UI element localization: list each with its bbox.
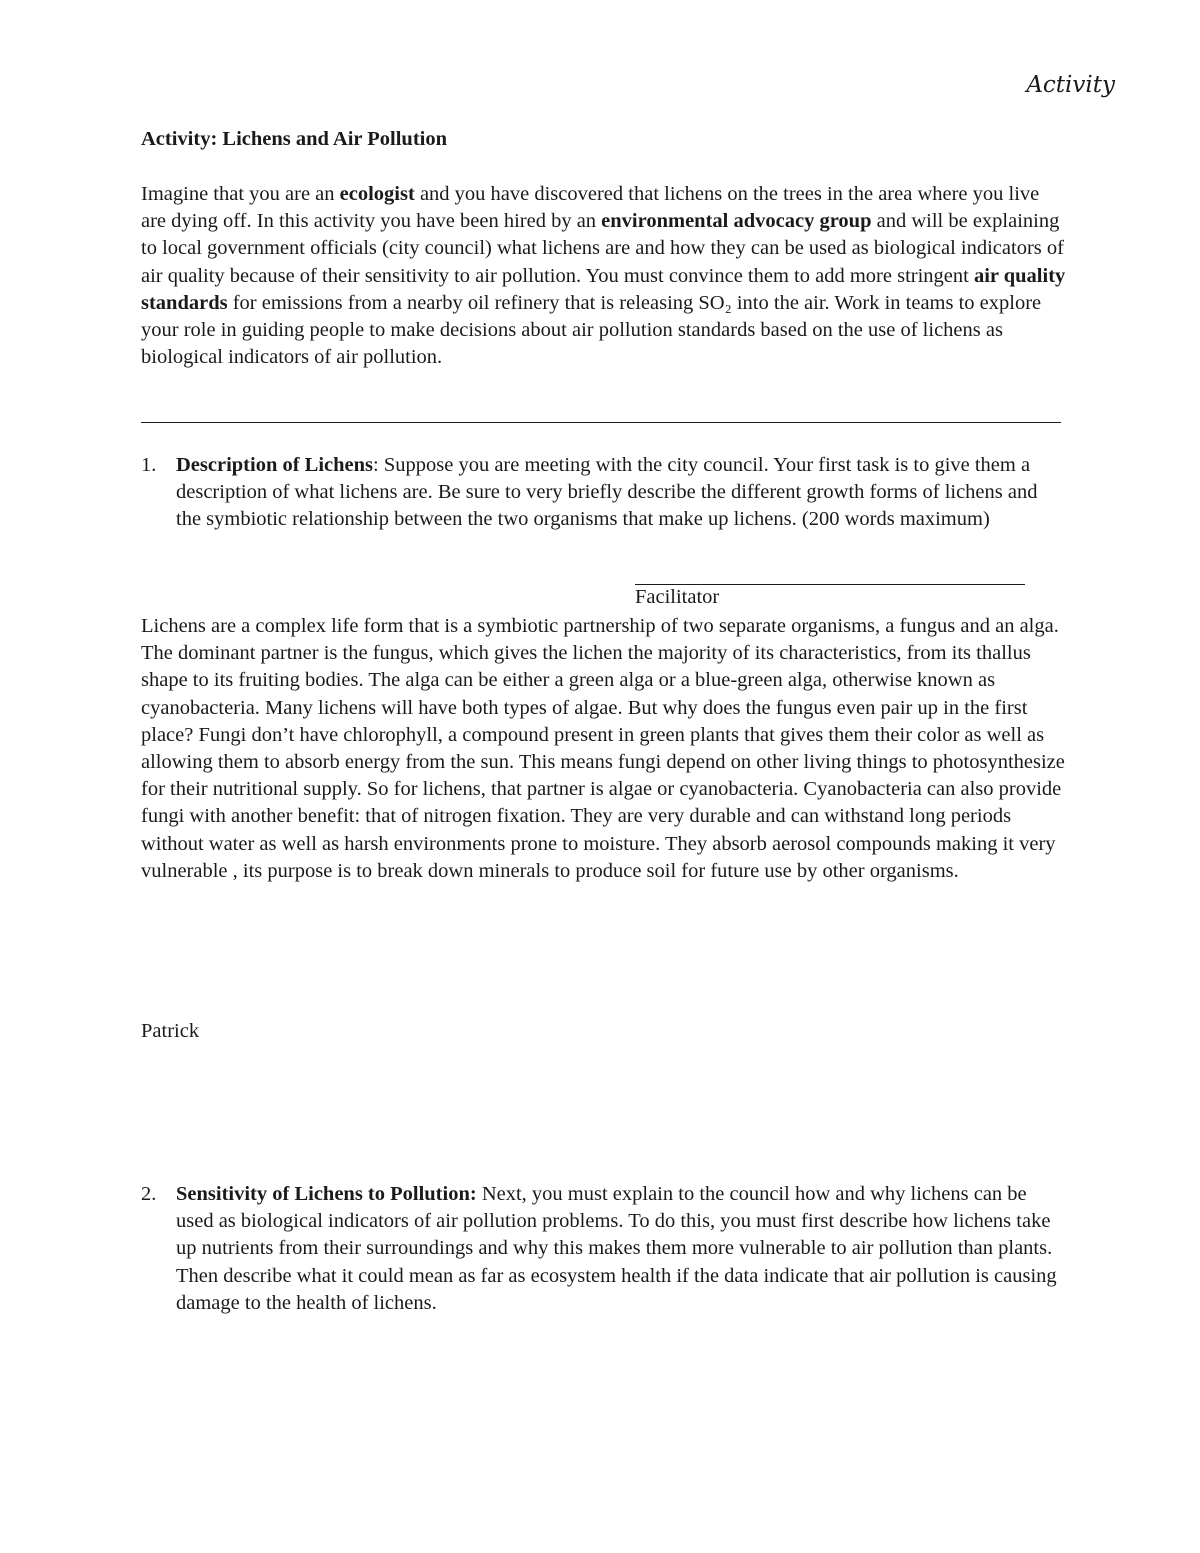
question-1-text: : Suppose you are meeting with the city council. Your first task is to give them a description of what lichens are. Be sure to very briefly describe the different growth forms of lichens and the symbiotic relationship between the two organisms that make up lichens. (200 words maximum) [176, 454, 1038, 531]
document-title: Activity: Lichens and Air Pollution [141, 128, 448, 150]
question-2-text: Next, you must explain to the council how and why lichens can be used as biological indicators of air pollution problems. To do this, you must first describe how lichens take up nutrients from their surroundings and why this makes them more vulnerable to air pollution than plants. Then describe what it could mean as far as ecosystem health if the data indicate that air pollution is causing damage to the health of lichens. [176, 1183, 1057, 1314]
answer-1-paragraph: Lichens are a complex life form that is a symbiotic partnership of two separate organisms, a fungus and an alga. The dominant partner is the fungus, which gives the lichen the majority of its characteristics, from its thallus shape to its fruiting bodies. The alga can be either a green alga or a blue-green alga, otherwise known as cyanobacteria. Many lichens will have both types of algae. But why does the fungus even pair up in the first place? Fungi don’t have chlorophyll, a compound present in green plants that gives them their color as well as allowing them to absorb energy from the sun. This means fungi depend on other living things to photosynthesize for their nutritional supply. So for lichens, that partner is algae or cyanobacteria. Cyanobacteria can also provide fungi with another benefit: that of nitrogen fixation. They are very durable and can withstand long periods without water as well as harsh environments prone to moisture. They absorb aerosol compounds making it very vulnerable , its purpose is to break down minerals to produce soil for future use by other organisms. [141, 615, 1065, 882]
header-label: Activity [1026, 72, 1115, 98]
intro-bold-advocacy-group: environmental advocacy group [601, 210, 872, 233]
intro-bold-air-quality: air quality standards [141, 264, 1066, 314]
intro-paragraph [141, 181, 1066, 371]
question-1-heading: Description of Lichens [176, 454, 374, 476]
student-name: Patrick [141, 1020, 200, 1042]
intro-bold-ecologist: ecologist [339, 183, 415, 205]
question-2-body [176, 1181, 1066, 1317]
question-1 [141, 452, 1066, 534]
intro-text-2: and you have discovered that lichens on the trees in the area where you live are dying off. In this activity you have been hired by an [141, 183, 1040, 233]
question-2-number: 2. [141, 1183, 157, 1205]
facilitator-label: Facilitator [635, 586, 720, 608]
question-1-body [176, 452, 1066, 534]
intro-text-1: Imagine that you are an [141, 183, 340, 205]
horizontal-divider [141, 422, 1061, 423]
intro-text-4: for emissions from a nearby oil refinery that is releasing SO₂ into the air. Work in teams to explore your role in guiding people to make decisions about air pollution standards based on the use of lichens as biological indicators of air pollution. [141, 291, 1042, 369]
question-2 [141, 1181, 1066, 1317]
question-2-heading: Sensitivity of Lichens to Pollution: [176, 1183, 477, 1205]
question-1-number: 1. [141, 454, 157, 476]
facilitator-signature-line [635, 584, 1025, 585]
intro-text-3: and will be explaining to local government officials (city council) what lichens are and how they can be used as biological indicators of air quality because of their sensitivity to air pollution. You must convince them to add more stringent [141, 210, 1064, 287]
